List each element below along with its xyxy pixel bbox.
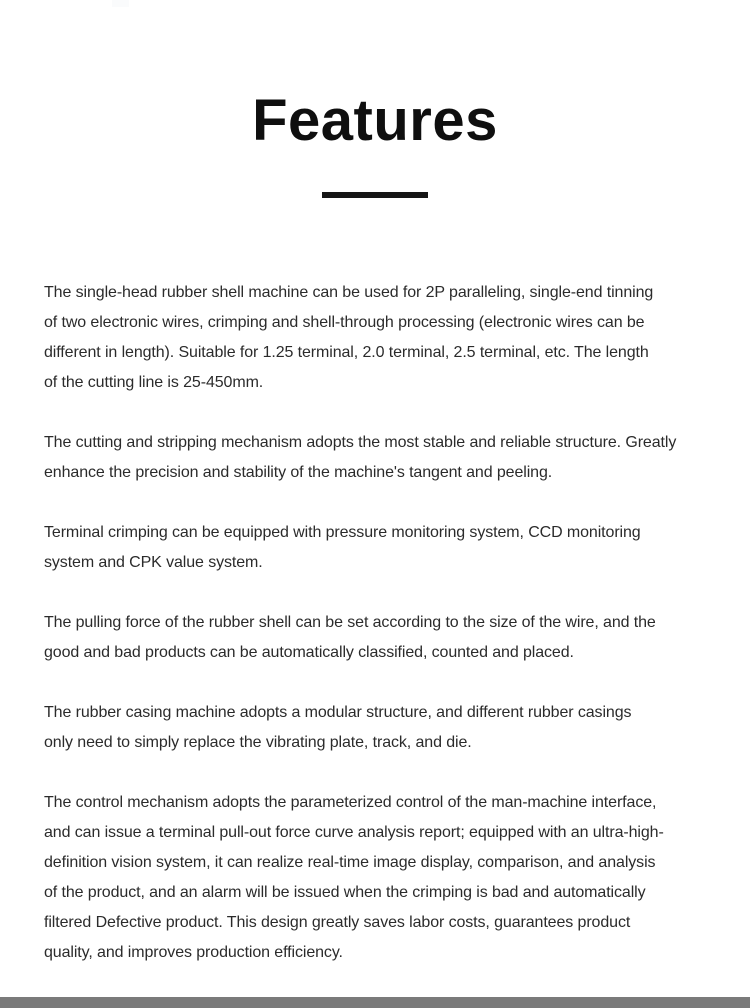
paragraph-line: The single-head rubber shell machine can be used for 2P paralleling, single-end tinning: [44, 283, 654, 301]
paragraph-line: enhance the precision and stability of the machine's tangent and peeling.: [44, 463, 553, 481]
paragraph-line: definition vision system, it can realize real-time image display, comparison, and analysis: [44, 853, 656, 871]
paragraph-line: of the cutting line is 25-450mm.: [44, 373, 264, 391]
paragraph: [44, 518, 740, 578]
paragraph: [44, 428, 740, 488]
paragraph-line: of the product, and an alarm will be issued when the crimping is bad and automatically: [44, 883, 646, 901]
paragraph-line: system and CPK value system.: [44, 553, 263, 571]
paragraph: [44, 698, 740, 758]
paragraph-line: The control mechanism adopts the parameterized control of the man-machine interface,: [44, 793, 657, 811]
paragraph-line: quality, and improves production efficiency.: [44, 943, 343, 961]
paragraph: [44, 278, 740, 398]
paragraph-line: and can issue a terminal pull-out force curve analysis report; equipped with an ultra-high-: [44, 823, 664, 841]
bottom-edge-bar: [0, 997, 750, 1008]
paragraph: [44, 608, 740, 668]
paragraph-line: of two electronic wires, crimping and shell-through processing (electronic wires can be: [44, 313, 645, 331]
paragraph-line: good and bad products can be automatically classified, counted and placed.: [44, 643, 574, 661]
paragraph-line: Terminal crimping can be equipped with pressure monitoring system, CCD monitoring: [44, 523, 641, 541]
paragraph-line: different in length). Suitable for 1.25 terminal, 2.0 terminal, 2.5 terminal, etc. The length: [44, 343, 649, 361]
paragraph-line: only need to simply replace the vibrating plate, track, and die.: [44, 733, 472, 751]
features-paragraphs: [0, 278, 750, 968]
title-underline-rule: [322, 192, 428, 198]
paragraph-line: The rubber casing machine adopts a modular structure, and different rubber casings: [44, 703, 632, 721]
paragraph-line: The cutting and stripping mechanism adopts the most stable and reliable structure. Greatly: [44, 433, 677, 451]
paragraph-line: The pulling force of the rubber shell can be set according to the size of the wire, and the: [44, 613, 656, 631]
top-edge-artifact: [112, 0, 129, 7]
page-title: Features: [252, 87, 498, 153]
paragraph-line: filtered Defective product. This design greatly saves labor costs, guarantees product: [44, 913, 631, 931]
paragraph: [44, 788, 740, 968]
